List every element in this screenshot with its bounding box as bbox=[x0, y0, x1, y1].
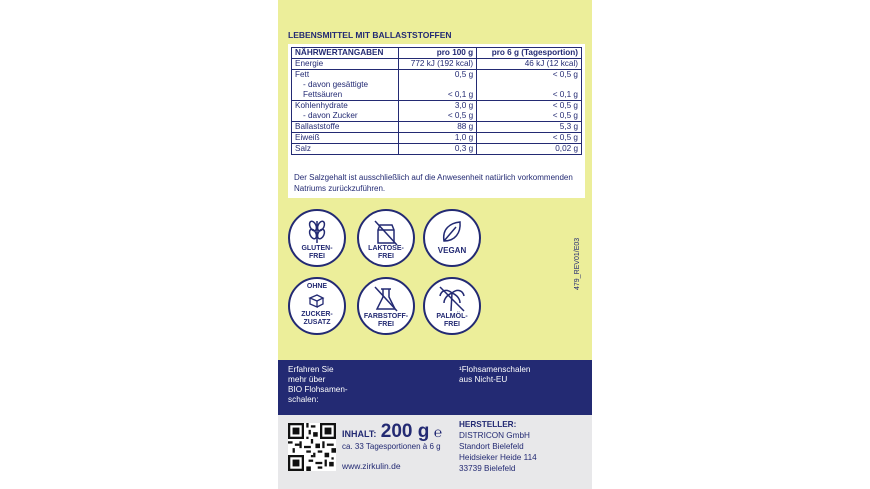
value-sugar-6g: < 0,5 g bbox=[552, 111, 578, 120]
row-label-sugar: - davon Zucker bbox=[303, 111, 358, 120]
nutrition-table-box bbox=[288, 44, 585, 198]
badge-label: GLUTEN- FREI bbox=[301, 245, 333, 260]
row-label: Ballaststoffe bbox=[292, 122, 399, 133]
qr-code-icon bbox=[288, 423, 336, 471]
row-label-fett: Fett bbox=[295, 70, 310, 79]
value-fett-6g: < 0,5 g bbox=[552, 70, 578, 79]
manufacturer-line: Standort Bielefeld bbox=[459, 442, 524, 451]
table-header-row bbox=[292, 48, 582, 59]
vegan-badge bbox=[423, 209, 481, 267]
dye-free-badge bbox=[357, 277, 415, 335]
row-value-6g: 5,3 g bbox=[477, 122, 582, 133]
row-value-100g: 0,3 g bbox=[399, 144, 477, 155]
nutrition-section bbox=[278, 0, 592, 360]
table-row bbox=[292, 144, 582, 155]
badge-label: VEGAN bbox=[437, 246, 467, 255]
value-fett-100g: 0,5 g bbox=[454, 70, 474, 79]
row-value-6g: < 0,5 g bbox=[477, 133, 582, 144]
row-label: Eiweiß bbox=[292, 133, 399, 144]
row-label: Energie bbox=[292, 59, 399, 70]
row-value-100g: 88 g bbox=[399, 122, 477, 133]
row-value-6g: 0,02 g bbox=[477, 144, 582, 155]
row-label bbox=[292, 70, 399, 101]
footer-section bbox=[278, 415, 592, 489]
badge-label: ZUCKER- ZUSATZ bbox=[301, 311, 333, 326]
row-value-100g bbox=[399, 70, 477, 101]
row-value-6g: 46 kJ (12 kcal) bbox=[477, 59, 582, 70]
header-per-100g: pro 100 g bbox=[399, 48, 477, 59]
manufacturer-block bbox=[459, 419, 537, 474]
row-value-100g: 1,0 g bbox=[399, 133, 477, 144]
salt-note: Der Salzgehalt ist ausschließlich auf die Anwesenheit natürlich vorkommenden Natriums zurückzuführen. bbox=[294, 173, 573, 193]
product-label-panel bbox=[278, 0, 592, 489]
badge-label: PALMÖL- FREI bbox=[436, 313, 468, 328]
table-row bbox=[292, 59, 582, 70]
badge-label: LAKTOSE- FREI bbox=[368, 245, 404, 260]
gluten-free-badge bbox=[288, 209, 346, 267]
value-fatty-acids-100g: < 0,1 g bbox=[447, 90, 474, 99]
table-row bbox=[292, 70, 582, 101]
qr-code[interactable] bbox=[288, 423, 336, 471]
row-label bbox=[292, 101, 399, 122]
nutrition-table bbox=[291, 47, 582, 155]
content-amount bbox=[342, 421, 442, 443]
learn-more-text: Erfahren Sie mehr über BIO Flohsamen- schalen: bbox=[288, 365, 348, 404]
badge-label: FARBSTOFF- FREI bbox=[363, 313, 409, 328]
row-label-carbs: Kohlenhydrate bbox=[295, 101, 348, 110]
header-nutrition: NÄHRWERTANGABEN bbox=[292, 48, 399, 59]
row-value-100g: 772 kJ (192 kcal) bbox=[399, 59, 477, 70]
manufacturer-line: Heidsieker Heide 114 bbox=[459, 453, 537, 462]
table-row bbox=[292, 133, 582, 144]
content-weight: 200 g bbox=[380, 421, 430, 442]
manufacturer-label: HERSTELLER: bbox=[459, 420, 517, 429]
row-label-fatty-acids: Fettsäuren bbox=[303, 90, 343, 99]
row-label-saturated: - davon gesättigte bbox=[303, 80, 369, 89]
table-row bbox=[292, 101, 582, 122]
badge-label-top: OHNE bbox=[306, 283, 328, 290]
palm-oil-free-badge bbox=[423, 277, 481, 335]
row-value-6g bbox=[477, 101, 582, 122]
lactose-free-badge bbox=[357, 209, 415, 267]
row-value-100g bbox=[399, 101, 477, 122]
value-sugar-100g: < 0,5 g bbox=[447, 111, 474, 120]
leaf-icon bbox=[425, 211, 479, 265]
content-label: INHALT: bbox=[342, 429, 377, 439]
revision-code: 479_REV01/E03 bbox=[574, 237, 581, 290]
origin-footnote: ¹Flohsamenschalen aus Nicht-EU bbox=[459, 365, 531, 384]
manufacturer-line: 33739 Bielefeld bbox=[459, 464, 516, 473]
manufacturer-line: DISTRICON GmbH bbox=[459, 431, 530, 440]
row-label: Salz bbox=[292, 144, 399, 155]
value-carbs-100g: 3,0 g bbox=[454, 101, 474, 110]
info-band bbox=[278, 360, 592, 415]
value-carbs-6g: < 0,5 g bbox=[552, 101, 578, 110]
estimated-sign: ℮ bbox=[433, 424, 443, 440]
product-category-title: LEBENSMITTEL MIT BALLASTSTOFFEN bbox=[288, 30, 452, 40]
table-row bbox=[292, 122, 582, 133]
row-value-6g bbox=[477, 70, 582, 101]
website-link[interactable]: www.zirkulin.de bbox=[342, 461, 401, 471]
portion-info: ca. 33 Tagesportionen à 6 g bbox=[342, 442, 441, 451]
header-per-6g: pro 6 g (Tagesportion) bbox=[477, 48, 582, 59]
no-added-sugar-badge bbox=[288, 277, 346, 335]
value-fatty-acids-6g: < 0,1 g bbox=[552, 90, 578, 99]
